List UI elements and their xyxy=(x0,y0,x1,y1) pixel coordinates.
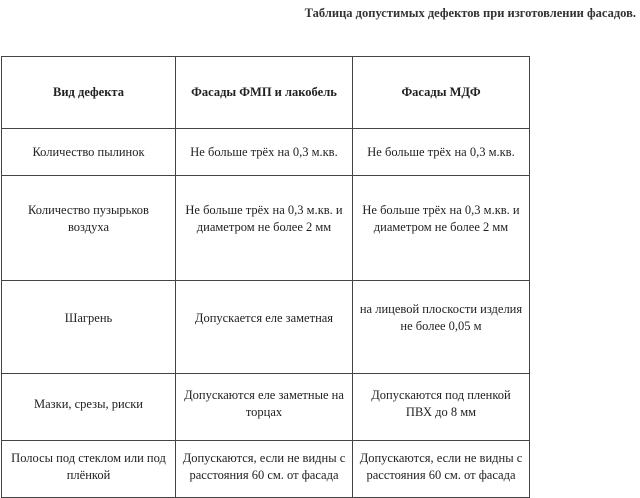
header-defect-type: Вид дефекта xyxy=(2,57,176,129)
table-row xyxy=(2,176,530,281)
fmp-lacobel-cell: Допускаются еле заметные на торцах xyxy=(176,374,353,441)
fmp-lacobel-cell: Допускаются, если не видны с расстояния 60 см. от фасада xyxy=(176,441,353,498)
table-row xyxy=(2,374,530,441)
fmp-lacobel-cell: Не больше трёх на 0,3 м.кв. xyxy=(176,129,353,176)
mdf-cell: Допускаются, если не видны с расстояния 60 см. от фасада xyxy=(353,441,530,498)
defect-type-cell: Полосы под стеклом или под плёнкой xyxy=(2,441,176,498)
defect-type-cell: Количество пылинок xyxy=(2,129,176,176)
table-row xyxy=(2,129,530,176)
mdf-cell: Не больше трёх на 0,3 м.кв. и диаметром не более 2 мм xyxy=(353,176,530,281)
mdf-cell: Не больше трёх на 0,3 м.кв. xyxy=(353,129,530,176)
mdf-cell: на лицевой плоскости изделия не более 0,05 м xyxy=(353,281,530,374)
mdf-cell: Допускаются под пленкой ПВХ до 8 мм xyxy=(353,374,530,441)
table-header-row xyxy=(2,57,530,129)
fmp-lacobel-cell: Не больше трёх на 0,3 м.кв. и диаметром не более 2 мм xyxy=(176,176,353,281)
defect-type-cell: Шагрень xyxy=(2,281,176,374)
header-mdf: Фасады МДФ xyxy=(353,57,530,129)
header-fmp-lacobel: Фасады ФМП и лакобель xyxy=(176,57,353,129)
fmp-lacobel-cell: Допускается еле заметная xyxy=(176,281,353,374)
defect-type-cell: Количество пузырьков воздуха xyxy=(2,176,176,281)
defect-type-cell: Мазки, срезы, риски xyxy=(2,374,176,441)
table-row xyxy=(2,441,530,498)
defects-table xyxy=(1,56,530,498)
page-title: Таблица допустимых дефектов при изготовлении фасадов. xyxy=(304,6,636,20)
table-row xyxy=(2,281,530,374)
